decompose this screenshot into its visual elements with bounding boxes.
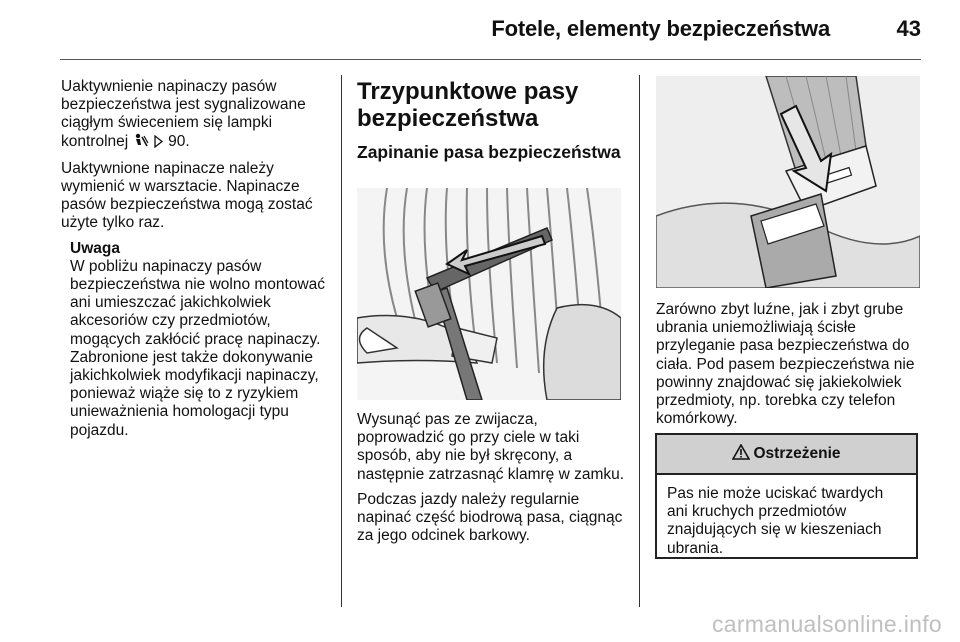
page-reference: 90.: [168, 132, 190, 150]
seatbelt-tensioner-icon: [133, 133, 149, 153]
watermark: carmanualsonline.info: [711, 611, 942, 637]
note-body: W pobliżu napinaczy pasów bezpieczeństwa nie wolno montować ani umieszczać jakichkolwiek akcesoriów czy przedmiotów, mogących zakłócić pracę napinaczy. Zabronione jest także dokonywanie jakichkolwiek modyfikacji napinaczy, ponieważ wiąże się to z ryzykiem unieważnienia homologacji typu pojazdu.: [70, 257, 326, 439]
header-rule: [60, 59, 921, 60]
fastening-belt-illustration: [357, 188, 621, 400]
note-block: [70, 240, 331, 440]
paragraph-clothing: Zarówno zbyt luźne, jak i zbyt grube ubrania uniemożliwiają ścisłe przyleganie pasa bezpieczeństwa do ciała. Pod pasem bezpieczeństwa nie powinny znajdować się jakiekolwiek przedmioty, np. torebka czy telefon komórkowy.: [656, 301, 915, 428]
warning-triangle-icon: [732, 444, 750, 465]
column-divider-left: [341, 75, 342, 607]
column-3-text: [656, 301, 922, 428]
page-number: 43: [896, 16, 921, 41]
warning-header: [657, 435, 916, 475]
note-title: Uwaga: [70, 239, 120, 257]
page-reference-icon: [153, 135, 164, 153]
column-2-text: [357, 411, 627, 552]
warning-body: Pas nie może uciskać twardych ani kruchych przedmiotów znajdujących się w kieszeniach ubrania.: [667, 485, 884, 557]
section-heading: Trzypunktowe pasy bezpieczeństwa: [357, 78, 579, 132]
column-1: [61, 78, 331, 440]
page-title: Fotele, elementy bezpieczeństwa: [491, 16, 830, 41]
warning-box: [655, 433, 918, 559]
paragraph-tensioner-activation: [61, 78, 331, 153]
paragraph-tightening: Podczas jazdy należy regularnie napinać część biodrową pasa, ciągnąc za jego odcinek barkowy.: [357, 490, 623, 545]
warning-title: Ostrzeżenie: [753, 445, 841, 462]
column-divider-right: [639, 75, 640, 607]
section-subheading: Zapinanie pasa bezpieczeństwa: [357, 142, 621, 162]
paragraph-fastening: Wysunąć pas ze zwijacza, poprowadzić go przy ciele w taki sposób, aby nie był skręcony, a następnie zatrzasnąć klamrę w zamku.: [357, 411, 625, 483]
column-2: [357, 78, 627, 172]
paragraph-text: Uaktywnienie napinaczy pasów bezpieczeństwa jest sygnalizowane ciągłym świeceniem się lampki kontrolnej: [61, 78, 306, 150]
paragraph-replacement: Uaktywnione napinacze należy wymienić w warsztacie. Napinacze pasów bezpieczeństwa mogą zostać użyte tylko raz.: [61, 159, 313, 232]
buckle-latch-illustration: [656, 76, 920, 288]
page-header: [0, 0, 960, 62]
